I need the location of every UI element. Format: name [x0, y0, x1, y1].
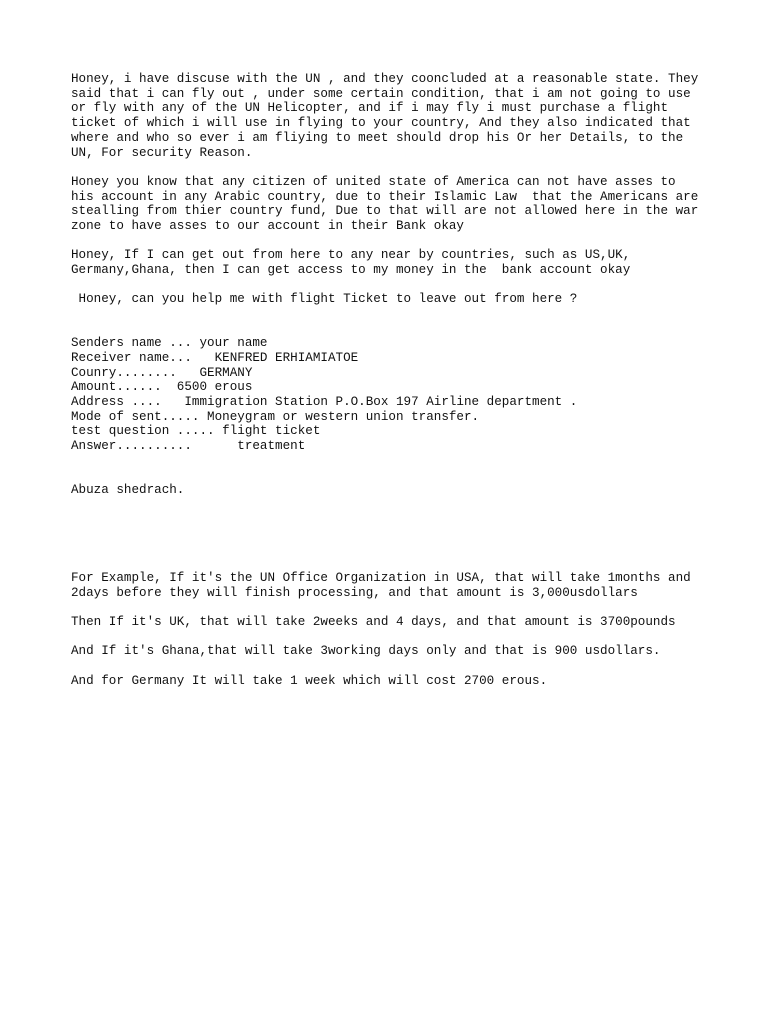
example-germany: And for Germany It will take 1 week which will cost 2700 erous. — [71, 674, 548, 688]
detail-answer: Answer.......... treatment — [71, 439, 306, 453]
detail-address: Address .... Immigration Station P.O.Box 197 Airline department . — [71, 395, 578, 409]
example-usa: For Example, If it's the UN Office Organization in USA, that will take 1months and 2days before they will finish processing, and that amount is 3,000usdollars — [71, 571, 691, 600]
signature: Abuza shedrach. — [71, 483, 185, 497]
detail-test-question: test question ..... flight ticket — [71, 424, 321, 438]
detail-receiver-name: Receiver name... KENFRED ERHIAMIATOE — [71, 351, 359, 365]
paragraph-nearby-countries: Honey, If I can get out from here to any near by countries, such as US,UK, Germany,Ghana, then I can get access to my money in the bank account okay — [71, 248, 631, 277]
example-ghana: And If it's Ghana,that will take 3working days only and that is 900 usdollars. — [71, 644, 661, 658]
paragraph-un-discussion: Honey, i have discuse with the UN , and they cooncluded at a reasonable state. They said that i can fly out , under some certain condition, that i am not going to use or fly with any of the UN Helicopter, and if i may fly i must purchase a flight ticket of which i will use in flying to your country, And they also indicated that where and who so ever i am fliying to meet should drop his Or her Details, to the UN, For security Reason. — [71, 72, 699, 160]
detail-country: Counry........ GERMANY — [71, 366, 253, 380]
detail-amount: Amount...... 6500 erous — [71, 380, 253, 394]
detail-mode-of-sent: Mode of sent..... Moneygram or western union transfer. — [71, 410, 480, 424]
example-uk: Then If it's UK, that will take 2weeks and 4 days, and that amount is 3700pounds — [71, 615, 676, 629]
paragraph-flight-ticket-request: Honey, can you help me with flight Ticket to leave out from here ? — [71, 292, 578, 306]
paragraph-account-access: Honey you know that any citizen of united state of America can not have asses to his account in any Arabic country, due to their Islamic Law that the Americans are stealling from thier country fund, Due to that will are not allowed here in the war zone to have asses to our account in their Bank okay — [71, 175, 699, 234]
detail-senders-name: Senders name ... your name — [71, 336, 268, 350]
